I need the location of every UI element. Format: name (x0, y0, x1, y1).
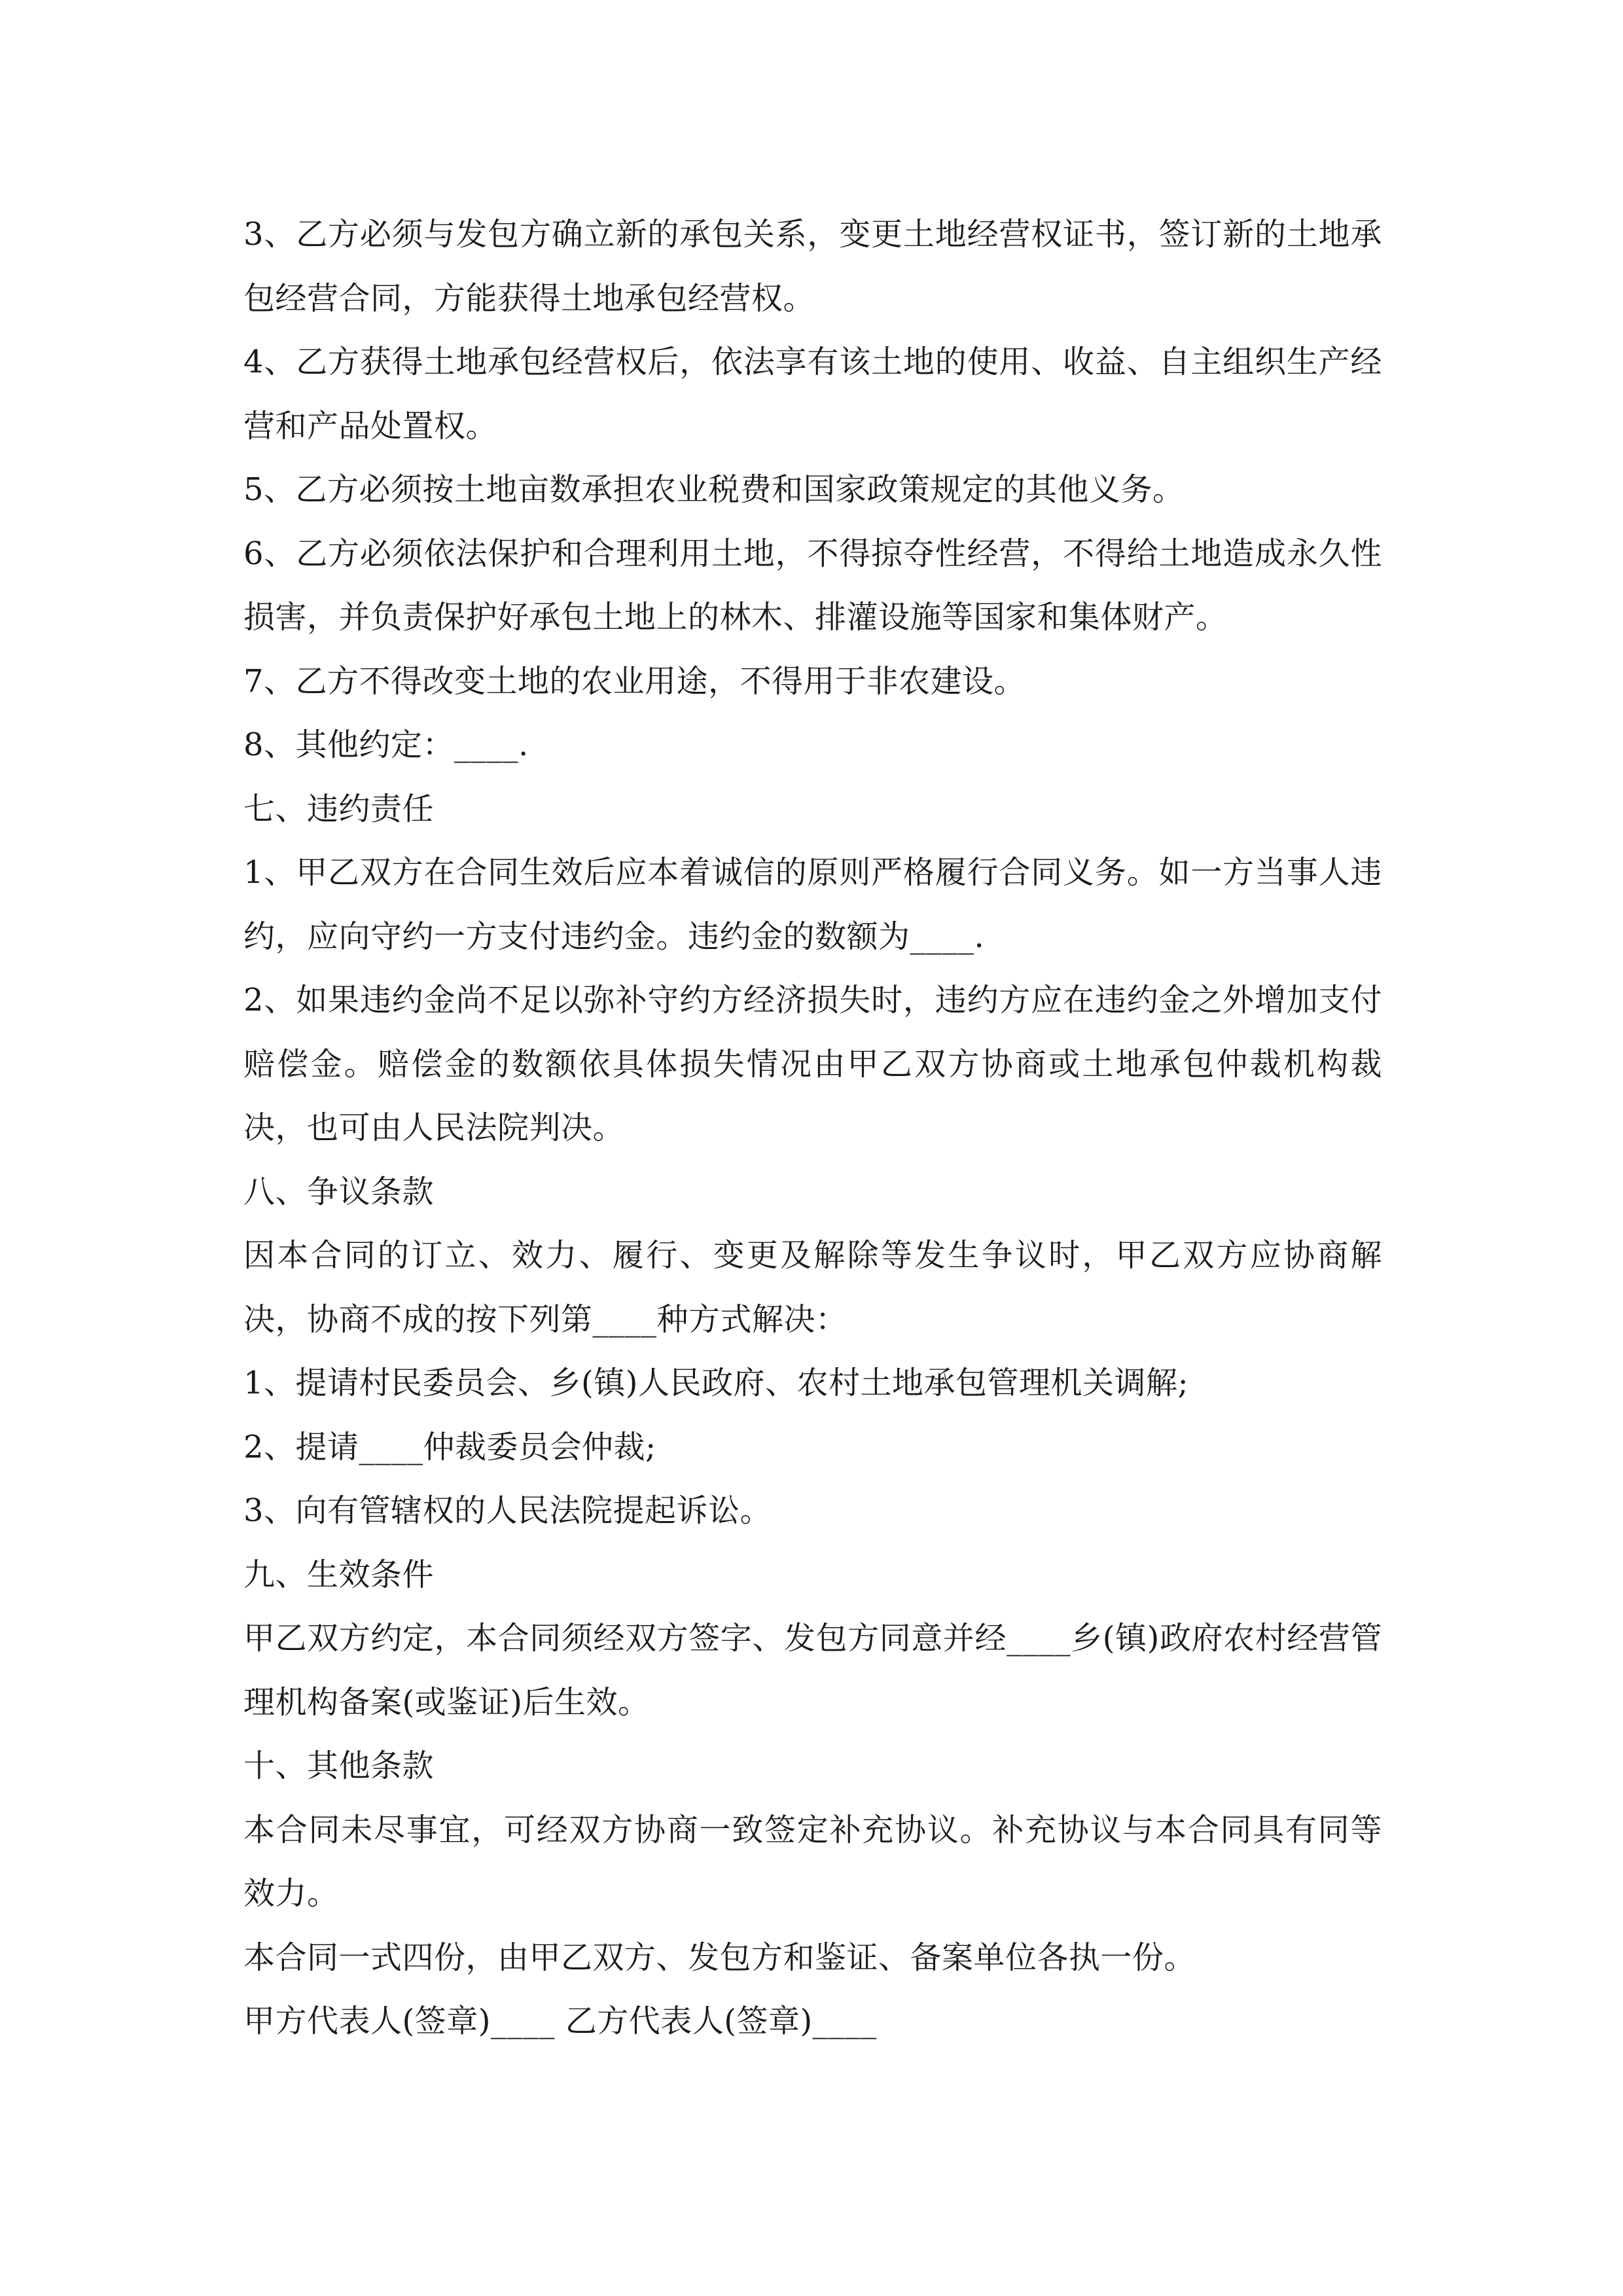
paragraph-clause-7-2: 2、如果违约金尚不足以弥补守约方经济损失时，违约方应在违约金之外增加支付赔偿金。赔偿金的数额依具体损失情况由甲乙双方协商或土地承包仲裁机构裁决，也可由人民法院判决。 (243, 982, 1382, 1146)
document-body (243, 203, 1382, 2054)
section-heading-breach: 七、违约责任 (243, 790, 435, 827)
paragraph-clause-6-3: 3、乙方必须与发包方确立新的承包关系，变更土地经营权证书，签订新的土地承包经营合同，方能获得土地承包经营权。 (243, 216, 1382, 317)
paragraph-other-1: 本合同未尽事宜，可经双方协商一致签定补充协议。补充协议与本合同具有同等效力。 (243, 1811, 1382, 1912)
paragraph-dispute-3: 3、向有管辖权的人民法院提起诉讼。 (243, 1492, 772, 1529)
paragraph-other-2: 本合同一式四份，由甲乙双方、发包方和鉴证、备案单位各执一份。 (243, 1939, 1196, 1976)
paragraph-effective: 甲乙双方约定，本合同须经双方签字、发包方同意并经____乡(镇)政府农村经营管理机构备案(或鉴证)后生效。 (243, 1620, 1382, 1721)
paragraph-clause-6-6: 6、乙方必须依法保护和合理利用土地，不得掠夺性经营，不得给土地造成永久性损害，并负责保护好承包土地上的林木、排灌设施等国家和集体财产。 (243, 535, 1382, 636)
section-heading-dispute: 八、争议条款 (243, 1173, 435, 1210)
paragraph-dispute-2: 2、提请____仲裁委员会仲裁; (243, 1428, 656, 1465)
section-heading-other: 十、其他条款 (243, 1748, 435, 1784)
paragraph-dispute-1: 1、提请村民委员会、乡(镇)人民政府、农村土地承包管理机关调解; (243, 1365, 1189, 1401)
paragraph-clause-7-1: 1、甲乙双方在合同生效后应本着诚信的原则严格履行合同义务。如一方当事人违约，应向守约一方支付违约金。违约金的数额为____. (243, 854, 1382, 955)
paragraph-clause-6-4: 4、乙方获得土地承包经营权后，依法享有该土地的使用、收益、自主组织生产经营和产品处置权。 (243, 344, 1382, 444)
paragraph-clause-6-8: 8、其他约定：____. (243, 726, 529, 763)
paragraph-clause-6-5: 5、乙方必须按土地亩数承担农业税费和国家政策规定的其他义务。 (243, 471, 1185, 508)
paragraph-clause-6-7: 7、乙方不得改变土地的农业用途，不得用于非农建设。 (243, 662, 1026, 700)
section-heading-effective: 九、生效条件 (243, 1556, 435, 1593)
signature-line: 甲方代表人(签章)____ 乙方代表人(签章)____ (243, 2003, 877, 2039)
paragraph-dispute-intro: 因本合同的订立、效力、履行、变更及解除等发生争议时，甲乙双方应协商解决，协商不成的按下列第____种方式解决： (243, 1237, 1382, 1338)
